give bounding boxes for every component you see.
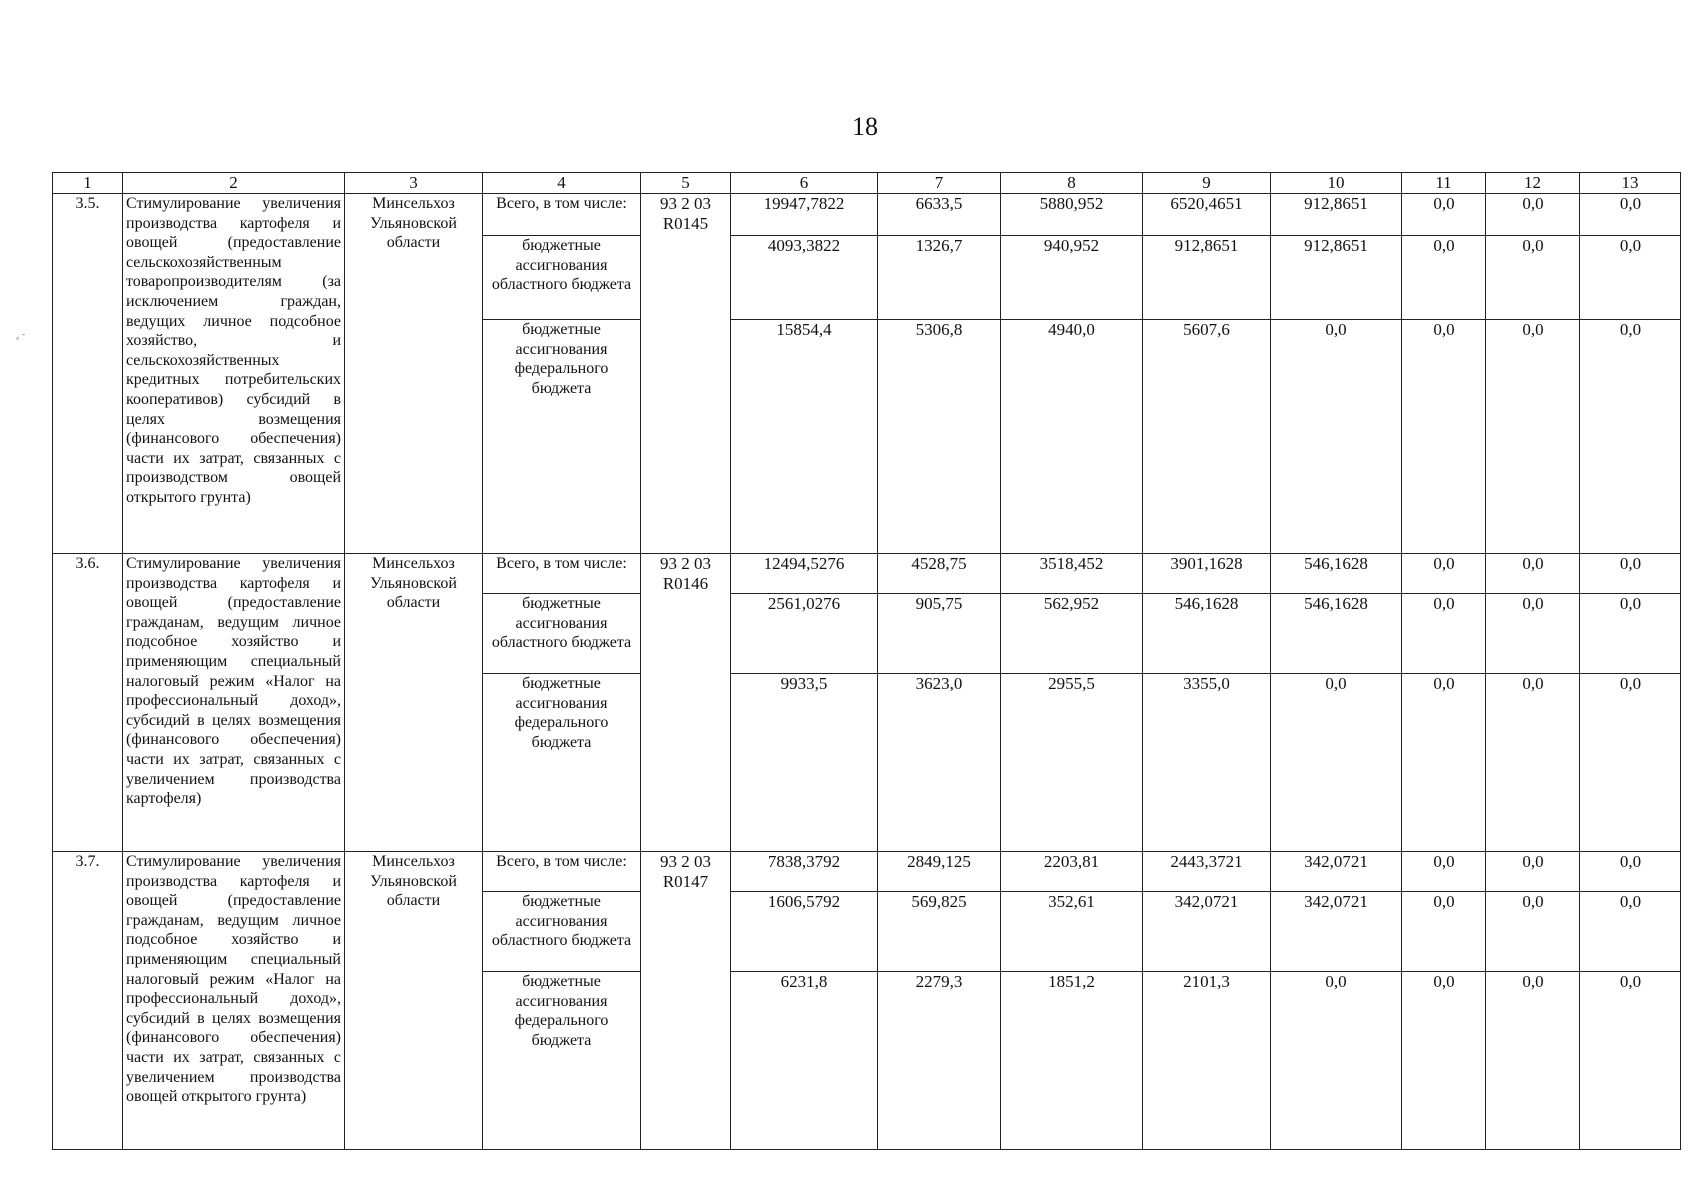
item-number: 3.6. (53, 554, 123, 852)
header-cell: 9 (1143, 173, 1271, 194)
value-cell: 0,0 (1486, 852, 1580, 892)
funding-source: бюджетные ассигнования федерального бюджета (483, 674, 641, 852)
value-cell: 342,0721 (1143, 892, 1271, 972)
value-cell: 562,952 (1001, 594, 1143, 674)
value-cell: 0,0 (1486, 320, 1580, 554)
value-cell: 0,0 (1486, 236, 1580, 320)
header-cell: 12 (1486, 173, 1580, 194)
header-cell: 5 (641, 173, 731, 194)
header-cell: 10 (1271, 173, 1402, 194)
value-cell: 0,0 (1271, 320, 1402, 554)
table-row (53, 194, 1681, 236)
value-cell: 0,0 (1580, 892, 1681, 972)
value-cell: 3901,1628 (1143, 554, 1271, 594)
value-cell: 15854,4 (731, 320, 878, 554)
value-cell: 12494,5276 (731, 554, 878, 594)
value-cell: 912,8651 (1143, 236, 1271, 320)
value-cell: 0,0 (1402, 972, 1486, 1150)
value-cell: 4528,75 (878, 554, 1001, 594)
header-row (53, 173, 1681, 194)
value-cell: 0,0 (1486, 674, 1580, 852)
value-cell: 546,1628 (1143, 594, 1271, 674)
value-cell: 0,0 (1580, 594, 1681, 674)
value-cell: 0,0 (1486, 194, 1580, 236)
funding-source: Всего, в том числе: (483, 194, 641, 236)
funding-source: бюджетные ассигнования областного бюджета (483, 594, 641, 674)
value-cell: 0,0 (1402, 320, 1486, 554)
item-executor: Минсельхоз Ульяновской области (345, 194, 483, 554)
table-row (53, 554, 1681, 594)
value-cell: 2561,0276 (731, 594, 878, 674)
value-cell: 546,1628 (1271, 554, 1402, 594)
value-cell: 0,0 (1402, 892, 1486, 972)
value-cell: 0,0 (1402, 554, 1486, 594)
value-cell: 3623,0 (878, 674, 1001, 852)
header-cell: 13 (1580, 173, 1681, 194)
value-cell: 912,8651 (1271, 236, 1402, 320)
item-kbk: 93 2 03 R0146 (641, 554, 731, 852)
value-cell: 6520,4651 (1143, 194, 1271, 236)
value-cell: 0,0 (1580, 674, 1681, 852)
value-cell: 4093,3822 (731, 236, 878, 320)
value-cell: 0,0 (1271, 972, 1402, 1150)
item-description: Стимулирование увеличения производства картофеля и овощей (предоставление гражданам, ведущим личное подсобное хозяйство и применяющим специальный налоговый режим «Налог на профессиональный доход», субсидий в целях возмещения (финансового обеспечения) части их затрат, связанных с увеличением производства овощей открытого грунта) (123, 852, 345, 1150)
header-cell: 1 (53, 173, 123, 194)
header-cell: 3 (345, 173, 483, 194)
item-executor: Минсельхоз Ульяновской области (345, 852, 483, 1150)
value-cell: 0,0 (1402, 194, 1486, 236)
header-cell: 7 (878, 173, 1001, 194)
item-number: 3.5. (53, 194, 123, 554)
value-cell: 0,0 (1271, 674, 1402, 852)
value-cell: 5880,952 (1001, 194, 1143, 236)
value-cell: 6633,5 (878, 194, 1001, 236)
value-cell: 0,0 (1402, 236, 1486, 320)
funding-source: бюджетные ассигнования областного бюджета (483, 236, 641, 320)
stray-mark: ⸗ ˜ (16, 333, 26, 344)
value-cell: 0,0 (1486, 594, 1580, 674)
value-cell: 19947,7822 (731, 194, 878, 236)
funding-source: Всего, в том числе: (483, 852, 641, 892)
value-cell: 342,0721 (1271, 852, 1402, 892)
funding-source: бюджетные ассигнования федерального бюджета (483, 972, 641, 1150)
value-cell: 0,0 (1580, 852, 1681, 892)
value-cell: 2955,5 (1001, 674, 1143, 852)
header-cell: 11 (1402, 173, 1486, 194)
value-cell: 5607,6 (1143, 320, 1271, 554)
value-cell: 342,0721 (1271, 892, 1402, 972)
value-cell: 569,825 (878, 892, 1001, 972)
value-cell: 0,0 (1402, 674, 1486, 852)
value-cell: 0,0 (1402, 594, 1486, 674)
value-cell: 905,75 (878, 594, 1001, 674)
value-cell: 0,0 (1580, 972, 1681, 1150)
header-cell: 4 (483, 173, 641, 194)
funding-source: Всего, в том числе: (483, 554, 641, 594)
value-cell: 0,0 (1486, 554, 1580, 594)
value-cell: 2101,3 (1143, 972, 1271, 1150)
value-cell: 0,0 (1486, 892, 1580, 972)
value-cell: 1326,7 (878, 236, 1001, 320)
item-description: Стимулирование увеличения производства картофеля и овощей (предоставление сельскохозяйственным товаропроизводителям (за исключением граждан, ведущих личное подсобное хозяйство, и сельскохозяйственных кредитных потребительских кооперативов) субсидий в целях возмещения (финансового обеспечения) части их затрат, связанных с производством овощей открытого грунта) (123, 194, 345, 554)
value-cell: 546,1628 (1271, 594, 1402, 674)
header-cell: 2 (123, 173, 345, 194)
item-description: Стимулирование увеличения производства картофеля и овощей (предоставление гражданам, ведущим личное подсобное хозяйство и применяющим специальный налоговый режим «Налог на профессиональный доход», субсидий в целях возмещения (финансового обеспечения) части их затрат, связанных с увеличением производства картофеля) (123, 554, 345, 852)
value-cell: 352,61 (1001, 892, 1143, 972)
value-cell: 940,952 (1001, 236, 1143, 320)
item-number: 3.7. (53, 852, 123, 1150)
funding-source: бюджетные ассигнования областного бюджета (483, 892, 641, 972)
item-executor: Минсельхоз Ульяновской области (345, 554, 483, 852)
item-kbk: 93 2 03 R0147 (641, 852, 731, 1150)
value-cell: 0,0 (1580, 320, 1681, 554)
value-cell: 3518,452 (1001, 554, 1143, 594)
value-cell: 2203,81 (1001, 852, 1143, 892)
value-cell: 0,0 (1402, 852, 1486, 892)
value-cell: 1851,2 (1001, 972, 1143, 1150)
value-cell: 3355,0 (1143, 674, 1271, 852)
value-cell: 2279,3 (878, 972, 1001, 1150)
header-cell: 6 (731, 173, 878, 194)
budget-table (52, 172, 1681, 1150)
value-cell: 7838,3792 (731, 852, 878, 892)
value-cell: 4940,0 (1001, 320, 1143, 554)
value-cell: 2849,125 (878, 852, 1001, 892)
value-cell: 2443,3721 (1143, 852, 1271, 892)
item-kbk: 93 2 03 R0145 (641, 194, 731, 554)
value-cell: 6231,8 (731, 972, 878, 1150)
value-cell: 1606,5792 (731, 892, 878, 972)
table-row (53, 852, 1681, 892)
value-cell: 0,0 (1486, 972, 1580, 1150)
value-cell: 912,8651 (1271, 194, 1402, 236)
value-cell: 0,0 (1580, 236, 1681, 320)
value-cell: 0,0 (1580, 194, 1681, 236)
value-cell: 9933,5 (731, 674, 878, 852)
value-cell: 5306,8 (878, 320, 1001, 554)
header-cell: 8 (1001, 173, 1143, 194)
page-number: 18 (852, 112, 878, 141)
funding-source: бюджетные ассигнования федерального бюджета (483, 320, 641, 554)
value-cell: 0,0 (1580, 554, 1681, 594)
